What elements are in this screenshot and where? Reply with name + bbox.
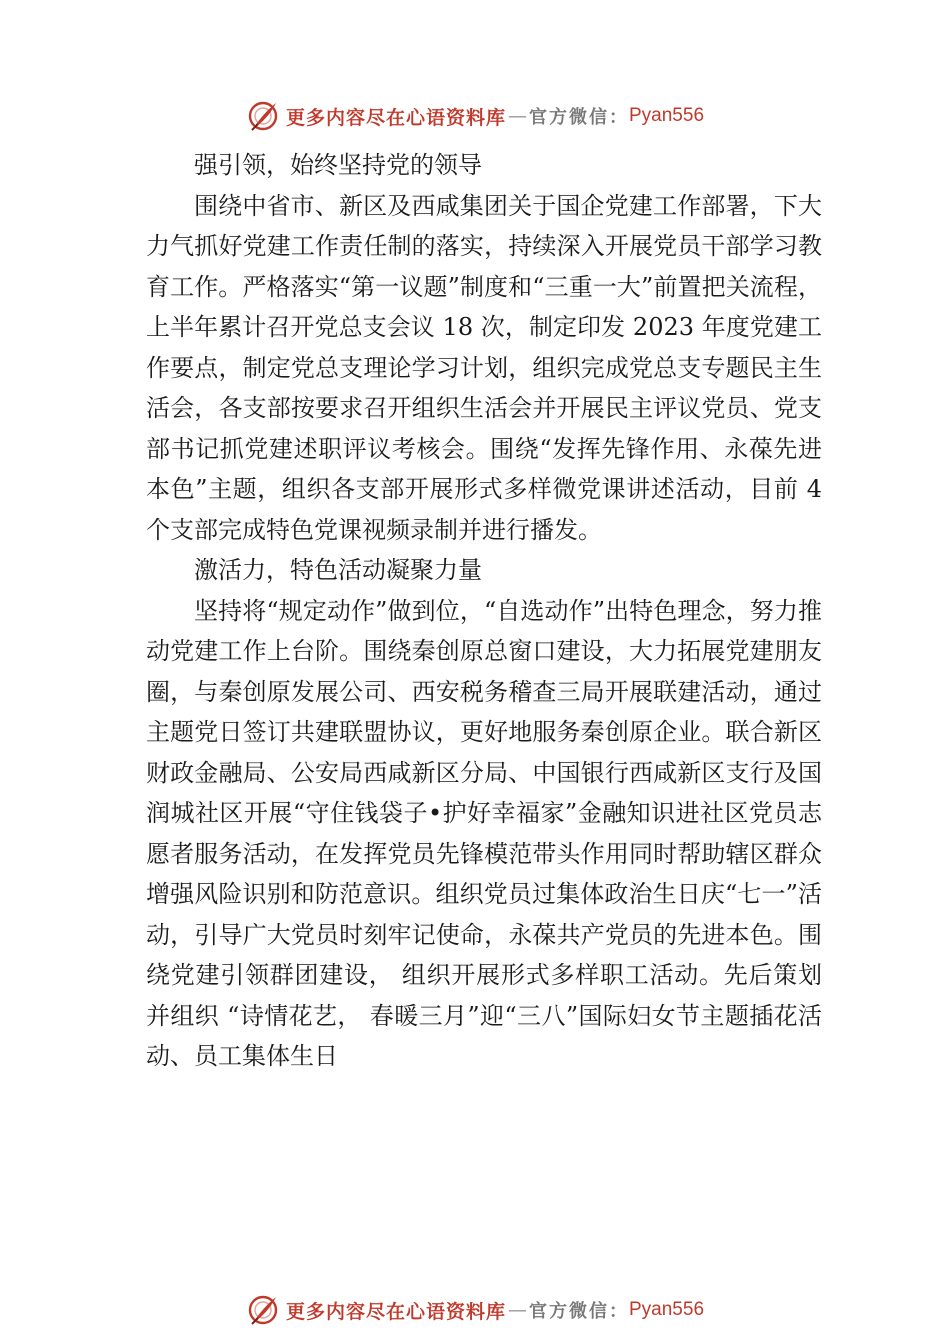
header-watermark [0, 96, 950, 136]
footer-watermark [0, 1290, 950, 1330]
promo-text: 更多内容尽在心语资料库 [285, 1300, 506, 1323]
wechat-id: Pyan556 [629, 105, 705, 126]
promo-text: 更多内容尽在心语资料库 [285, 106, 506, 129]
section-heading-vitality: 激活力，特色活动凝聚力量 [194, 556, 482, 584]
promo-separator: — [508, 1299, 527, 1321]
wechat-label: 官方微信： [529, 1301, 629, 1322]
document-body [146, 145, 822, 1077]
paragraph-leadership: 围绕中省市、新区及西咸集团关于国企党建工作部署，下大力气抓好党建工作责任制的落实，持续深入开展党员干部学习教育工作。严格落实“第一议题”制度和“三重一大”前置把关流程，上半年累计召开党总支会议 18 次，制定印发 2023 年度党建工作要点，制定党总支理论学习计划，组织完成党总支专题民主生活会，各支部按要求召开组织生活会并开展民主评议党员、党支部书记抓党建述职评议考核会。围绕“发挥先锋作用、永葆先进本色”主题，组织各支部开展形式多样微党课讲述活动，目前 4 个支部完成特色党课视频录制并进行播发。 [146, 191, 822, 544]
section-heading-leadership: 强引领，始终坚持党的领导 [194, 151, 482, 179]
paragraph-vitality: 坚持将“规定动作”做到位，“自选动作”出特色理念，努力推动党建工作上台阶。围绕秦创原总窗口建设，大力拓展党建朋友圈，与秦创原发展公司、西安税务稽查三局开展联建活动，通过主题党日签订共建联盟协议，更好地服务秦创原企业。联合新区财政金融局、公安局西咸新区分局、中国银行西咸新区支行及国润城社区开展“守住钱袋子•护好幸福家”金融知识进社区党员志愿者服务活动，在发挥党员先锋模范带头作用同时帮助辖区群众增强风险识别和防范意识。组织党员过集体政治生日庆“七一”活动，引导广大党员时刻牢记使命，永葆共产党员的先进本色。围绕党建引领群团建设， 组织开展形式多样职工活动。先后策划并组织 “诗情花艺， 春暖三月”迎“三八”国际妇女节主题插花活动、员工集体生日 [146, 596, 822, 1070]
wechat-id: Pyan556 [629, 1299, 705, 1320]
wechat-label: 官方微信： [529, 107, 629, 128]
quill-logo-icon [246, 1293, 280, 1327]
promo-separator: — [508, 105, 527, 127]
quill-logo-icon [246, 99, 280, 133]
